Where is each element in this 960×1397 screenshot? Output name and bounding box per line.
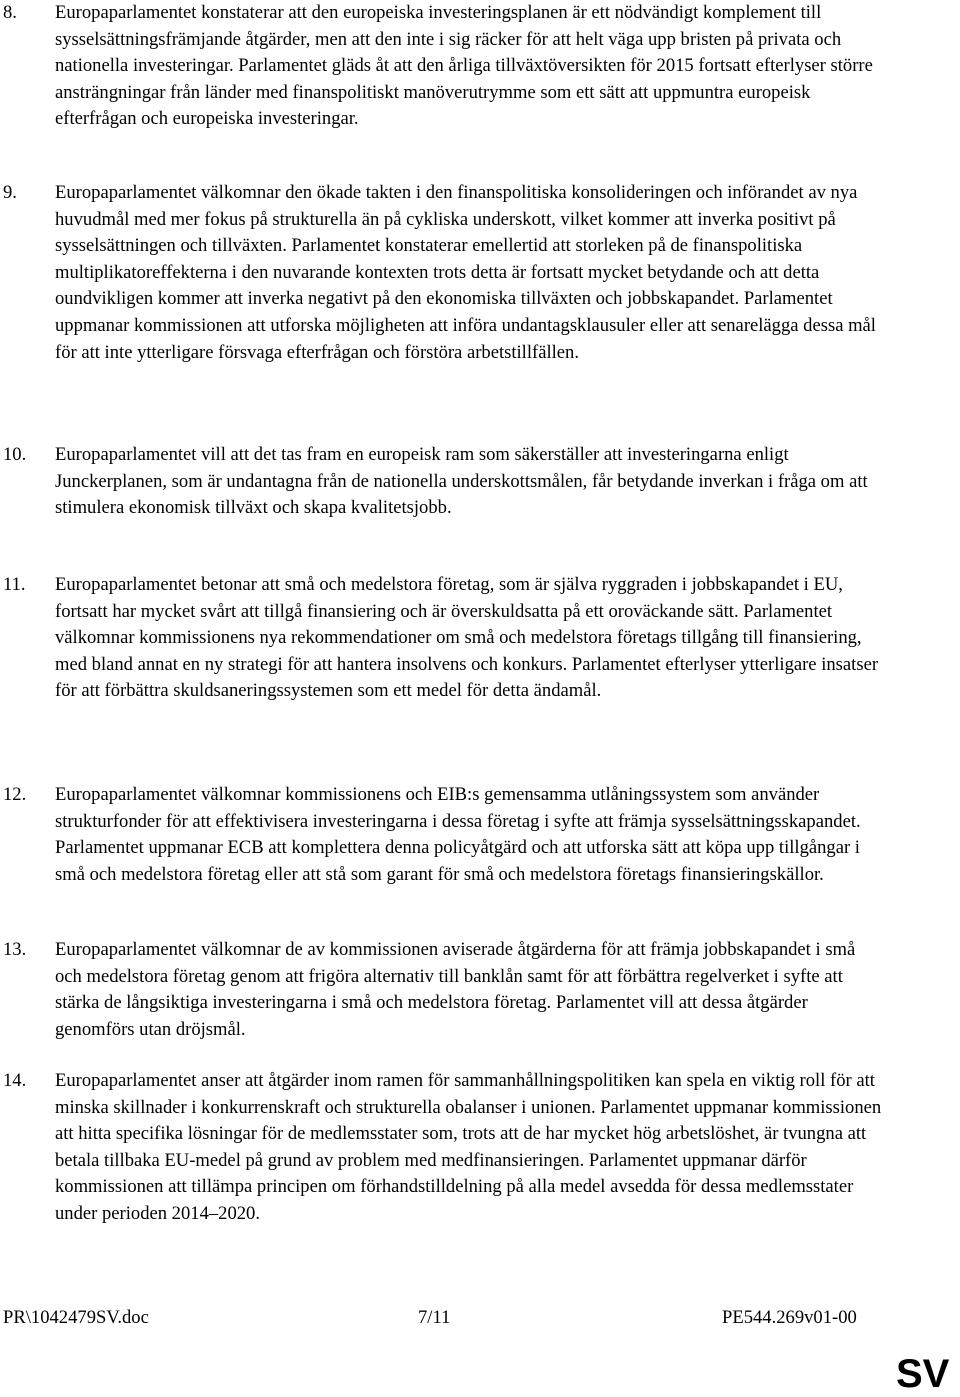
paragraph-13 — [0, 937, 900, 1043]
paragraph-text: Europaparlamentet välkomnar kommissionens och EIB:s gemensamma utlåningssystem som använder strukturfonder för att effektivisera investeringarna i dessa företag i syfte att främja sysselsättningsskapandet. Parlamentet uppmanar ECB att komplettera denna policyåtgärd och att utforska sätt att köpa upp tillgångar i små och medelstora företag eller att stå som garant för små och medelstora företags finansieringskällor. — [55, 784, 861, 885]
paragraph-number: 14. — [3, 1070, 27, 1091]
paragraph-text: Europaparlamentet välkomnar den ökade takten i den finanspolitiska konsolideringen och införandet av nya huvudmål med mer fokus på strukturella än på cykliska underskott, vilket kommer att inverka positivt på sysselsättningen och tillväxten. Parlamentet konstaterar emellertid att storleken på de finanspolitiska multiplikatoreffekterna i den nuvarande kontexten trots detta är fortsatt mycket betydande och att detta oundvikligen kommer att inverka negativt på den ekonomiska tillväxten och jobbskapandet. Parlamentet uppmanar kommissionen att utforska möjligheten att införa undantagsklausuler eller att senarelägga dessa mål för att inte ytterligare försvaga efterfrågan och förstöra arbetstillfällen. — [55, 182, 876, 363]
paragraph-number: 10. — [3, 444, 27, 465]
paragraph-8 — [0, 0, 900, 133]
paragraph-number: 11. — [3, 574, 26, 595]
page-number: 7/11 — [418, 1307, 451, 1328]
paragraph-number: 12. — [3, 784, 27, 805]
paragraph-10 — [0, 442, 900, 522]
paragraph-number: 8. — [3, 2, 17, 23]
paragraph-14 — [0, 1068, 900, 1228]
paragraph-text: Europaparlamentet välkomnar de av kommissionen aviserade åtgärderna för att främja jobbskapandet i små och medelstora företag genom att frigöra alternativ till banklån samt för att förbättra regelverket i syfte att stärka de långsiktiga investeringarna i små och medelstora företag. Parlamentet vill att dessa åtgärder genomförs utan dröjsmål. — [55, 939, 856, 1040]
paragraph-text: Europaparlamentet vill att det tas fram en europeisk ram som säkerställer att investeringarna enligt Junckerplanen, som är undantagna från de nationella underskottsmålen, får betydande inverkan i fråga om att stimulera ekonomisk tillväxt och skapa kvalitetsjobb. — [55, 444, 868, 519]
paragraph-number: 13. — [3, 939, 27, 960]
document-reference: PR\1042479SV.doc — [3, 1307, 149, 1328]
paragraph-text: Europaparlamentet betonar att små och medelstora företag, som är själva ryggraden i jobbskapandet i EU, fortsatt har mycket svårt att tillgå finansiering och är överskuldsatta på ett oroväckande sätt. Parlamentet välkomnar kommissionens nya rekommendationer om små och medelstora företags tillgång till finansiering, med bland annat en ny strategi för att hantera insolvens och konkurs. Parlamentet efterlyser ytterligare insatser för att förbättra skuldsaneringssystemen som ett medel för detta ändamål. — [55, 574, 879, 702]
paragraph-11 — [0, 572, 900, 705]
language-code: SV — [896, 1352, 950, 1396]
paragraph-12 — [0, 782, 900, 888]
paragraph-text: Europaparlamentet konstaterar att den europeiska investeringsplanen är ett nödvändigt komplement till sysselsättningsfrämjande åtgärder, men att den inte i sig räcker för att helt väga upp bristen på privata och nationella investeringar. Parlamentet gläds åt att den årliga tillväxtöversikten för 2015 fortsatt efterlyser större ansträngningar från länder med finanspolitiskt manöverutrymme som ett sätt att uppmuntra europeisk efterfrågan och europeiska investeringar. — [55, 2, 873, 130]
pe-number: PE544.269v01-00 — [722, 1307, 857, 1328]
paragraph-9 — [0, 180, 900, 366]
paragraph-number: 9. — [3, 182, 17, 203]
paragraph-text: Europaparlamentet anser att åtgärder inom ramen för sammanhållningspolitiken kan spela en viktig roll för att minska skillnader i konkurrenskraft och strukturella obalanser i unionen. Parlamentet uppmanar kommissionen att hitta specifika lösningar för de medlemsstater som, trots att de har mycket hög arbetslöshet, är tvungna att betala tillbaka EU-medel på grund av problem med medfinansieringen. Parlamentet uppmanar därför kommissionen att tillämpa principen om förhandstilldelning på alla medel avsedda för dessa medlemsstater under perioden 2014–2020. — [55, 1070, 882, 1224]
